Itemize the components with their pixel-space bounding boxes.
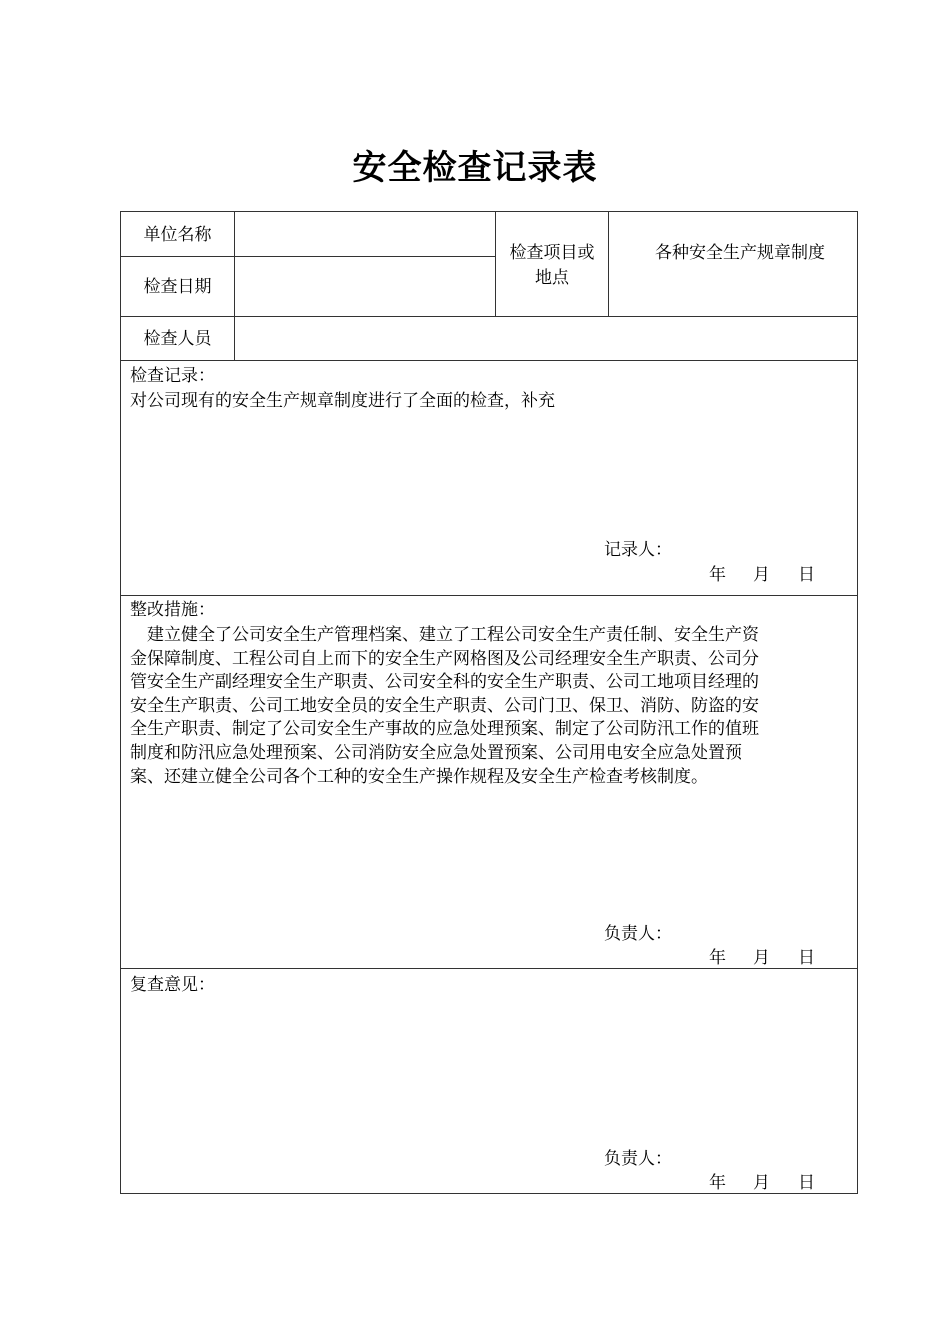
review-month: 月	[753, 1173, 770, 1193]
table-top-border	[120, 211, 858, 212]
rectification-line: 建立健全了公司安全生产管理档案、建立了工程公司安全生产责任制、安全生产资	[130, 625, 759, 645]
item-value: 各种安全生产规章制度	[655, 243, 825, 263]
table-left-border	[120, 211, 121, 1194]
rectification-text	[130, 624, 845, 789]
item-label-line2: 地点	[535, 268, 569, 288]
rectification-line: 案、还建立健全公司各个工种的安全生产操作规程及安全生产检查考核制度。	[130, 766, 708, 787]
record-content: 对公司现有的安全生产规章制度进行了全面的检查，补充	[130, 391, 555, 411]
record-year: 年	[709, 565, 726, 585]
page-title: 安全检查记录表	[352, 148, 598, 188]
row-divider-record-rectification	[120, 595, 858, 596]
row-divider-unit-date	[120, 256, 496, 257]
review-year: 年	[709, 1173, 726, 1193]
record-signer-label: 记录人：	[604, 540, 672, 560]
inspector-field[interactable]	[240, 329, 850, 349]
unit-name-field[interactable]	[240, 225, 490, 245]
table-bottom-border	[120, 1193, 858, 1194]
rectification-line: 制度和防汛应急处理预案、公司消防安全应急处置预案、公司用电安全应急处置预	[130, 742, 742, 763]
record-day: 日	[798, 565, 815, 585]
inspector-label: 检查人员	[143, 329, 212, 349]
row-divider-header-record	[120, 360, 858, 361]
check-date-label: 检查日期	[143, 277, 212, 297]
rectification-line: 金保障制度、工程公司自上而下的安全生产网格图及公司经理安全生产职责、公司分	[130, 648, 759, 669]
review-day: 日	[798, 1173, 815, 1193]
review-label: 复查意见：	[130, 975, 215, 995]
record-label: 检查记录：	[130, 366, 215, 386]
rectification-line: 安全生产职责、公司工地安全员的安全生产职责、公司门卫、保卫、消防、防盗的安	[130, 695, 759, 716]
check-date-field[interactable]	[240, 277, 490, 297]
review-signer-label: 负责人：	[604, 1149, 672, 1169]
rectification-month: 月	[753, 948, 770, 968]
row-divider-date-inspector	[120, 316, 858, 317]
rectification-line: 管安全生产副经理安全生产职责、公司安全科的安全生产职责、公司工地项目经理的	[130, 672, 759, 693]
rectification-year: 年	[709, 948, 726, 968]
col-divider-label-value	[234, 211, 235, 361]
table-right-border	[857, 211, 858, 1194]
rectification-line: 全生产职责、制定了公司安全生产事故的应急处理预案、制定了公司防汛工作的值班	[130, 719, 759, 740]
rectification-label: 整改措施：	[130, 600, 215, 620]
rectification-day: 日	[798, 948, 815, 968]
col-divider-item-itemvalue	[608, 211, 609, 317]
record-month: 月	[753, 565, 770, 585]
col-divider-value-item	[495, 211, 496, 317]
rectification-signer-label: 负责人：	[604, 924, 672, 944]
unit-name-label: 单位名称	[143, 225, 212, 245]
item-label-line1: 检查项目或	[509, 243, 595, 263]
row-divider-rectification-review	[120, 968, 858, 969]
